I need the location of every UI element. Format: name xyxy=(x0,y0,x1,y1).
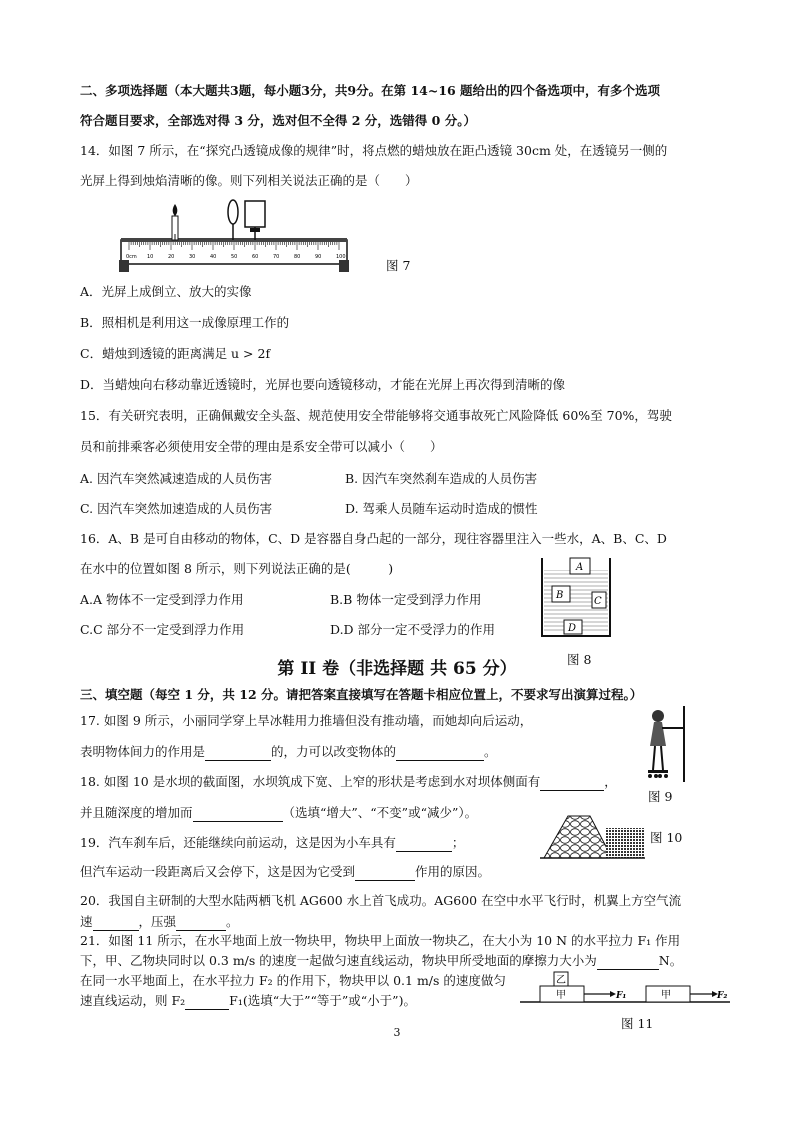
ruler-tick-label: 50 xyxy=(231,254,238,260)
block-a-label: A xyxy=(576,562,584,573)
figure11-label: 图 11 xyxy=(621,1016,654,1031)
figure8-label: 图 8 xyxy=(567,652,592,667)
q21-text-b: N。 xyxy=(658,953,683,968)
q19-text-b: ； xyxy=(451,835,465,850)
q14-option-c: C．蜡烛到透镜的距离满足 u > 2f xyxy=(80,346,271,361)
force-f2-label: F₂ xyxy=(717,991,728,1001)
q18-line1 xyxy=(80,773,617,791)
q14-stem-line2: 光屏上得到烛焰清晰的像。则下列相关说法正确的是（ ） xyxy=(80,173,418,188)
q20-line2 xyxy=(80,913,239,931)
q17-text-c: 。 xyxy=(484,744,497,759)
q21-blank-1[interactable] xyxy=(597,956,659,970)
q14-stem-line1: 14．如图 7 所示，在“探究凸透镜成像的规律”时，将点燃的蜡烛放在距凸透镜 30cm 处，在透镜另一侧的 xyxy=(80,143,668,158)
ruler-tick-label: 40 xyxy=(210,254,217,260)
q17-line2 xyxy=(80,743,497,761)
ruler-tick-label: 20 xyxy=(168,254,175,260)
ruler-tick-label: 80 xyxy=(294,254,301,260)
q15-stem-line1: 15．有关研究表明，正确佩戴安全头盔、规范使用安全带能够将交通事故死亡风险降低 60%至 70%，驾驶 xyxy=(80,408,672,423)
q20-line1: 20．我国自主研制的大型水陆两栖飞机 AG600 水上首飞成功。AG600 在空中水平飞行时，机翼上方空气流 xyxy=(80,893,682,908)
q18-text-b: ， xyxy=(604,774,617,789)
q16-option-a: A.A 物体不一定受到浮力作用 xyxy=(80,592,244,607)
block-c-label: C xyxy=(594,596,602,607)
q18-blank-1[interactable] xyxy=(540,777,604,791)
section3-header: 三、填空题（每空 1 分，共 12 分。请把答案直接填写在答题卡相应位置上，不要求写出演算过程。） xyxy=(80,687,643,702)
block-d-label: D xyxy=(568,623,577,634)
q17-blank-1[interactable] xyxy=(205,747,271,761)
part2-title: 第 II 卷（非选择题 共 65 分） xyxy=(277,659,517,679)
ruler-tick-label: 90 xyxy=(315,254,322,260)
ruler-tick-label: 100 xyxy=(336,254,346,260)
force-f1-label: F₁ xyxy=(616,991,627,1001)
q19-line1 xyxy=(80,834,464,852)
q15-option-d: D. 驾乘人员随车运动时造成的惯性 xyxy=(345,501,538,516)
q16-option-c: C.C 部分不一定受到浮力作用 xyxy=(80,622,245,637)
q21-blank-2[interactable] xyxy=(185,996,229,1010)
ruler-tick-label: 0cm xyxy=(126,254,137,260)
q21-line4 xyxy=(80,992,416,1010)
q21-text-c: 速直线运动，则 F₂ xyxy=(80,993,186,1008)
q17-line1: 17. 如图 9 所示，小丽同学穿上旱冰鞋用力推墙但没有推动墙，而她却向后运动， xyxy=(80,713,533,728)
skater-figure xyxy=(640,706,690,782)
q17-text-a: 表明物体间力的作用是 xyxy=(80,744,206,759)
section2-header-line1: 二、多项选择题（本大题共3题，每小题3分，共9分。在第 14~16 题给出的四个备选项中，有多个选项 xyxy=(80,83,661,98)
q21-text-d: F₁(选填“大于”“等于”或“小于”)。 xyxy=(229,993,416,1008)
q19-text-d: 作用的原因。 xyxy=(415,864,491,879)
q17-text-b: 的，力可以改变物体的 xyxy=(271,744,397,759)
figure9-label: 图 9 xyxy=(648,789,673,804)
section2-header-line2: 符合题目要求，全部选对得 3 分，选对但不全得 2 分，选错得 0 分。） xyxy=(80,113,476,128)
ruler-tick-label: 60 xyxy=(252,254,259,260)
q21-line2 xyxy=(80,952,682,970)
q21-line1: 21．如图 11 所示，在水平地面上放一物块甲，物块甲上面放一物块乙，在大小为 10 N 的水平拉力 F₁ 作用 xyxy=(80,933,681,948)
q18-text-d: （选填“增大”、“不变”或“减少”）。 xyxy=(282,805,478,820)
q20-text-b: ，压强 xyxy=(138,914,177,929)
q21-line3: 在同一水平地面上，在水平拉力 F₂ 的作用下，物块甲以 0.1 m/s 的速度做匀 xyxy=(80,973,506,988)
optical-bench-figure xyxy=(115,198,355,276)
q20-text-c: 。 xyxy=(226,914,239,929)
q20-text-a: 速 xyxy=(80,914,93,929)
q17-blank-2[interactable] xyxy=(396,747,484,761)
q19-blank-1[interactable] xyxy=(396,838,452,852)
figure7-label: 图 7 xyxy=(386,258,411,273)
ruler-tick-label: 30 xyxy=(189,254,196,260)
block-yi-label: 乙 xyxy=(556,975,566,986)
q21-text-a: 下，甲、乙物块同时以 0.3 m/s 的速度一起做匀速直线运动，物块甲所受地面的摩擦力大小为 xyxy=(80,953,597,968)
q15-option-a: A. 因汽车突然减速造成的人员伤害 xyxy=(80,471,272,486)
q20-blank-2[interactable] xyxy=(176,917,226,931)
q15-stem-line2: 员和前排乘客必须使用安全带的理由是系安全带可以减小（ ） xyxy=(80,439,443,454)
container-figure xyxy=(538,556,614,640)
figure10-label: 图 10 xyxy=(650,830,683,845)
q19-text-c: 但汽车运动一段距离后又会停下，这是因为它受到 xyxy=(80,864,356,879)
q18-text-a: 18. 如图 10 是水坝的截面图，水坝筑成下宽、上窄的形状是考虑到水对坝体侧面有 xyxy=(80,774,541,789)
q18-blank-2[interactable] xyxy=(193,808,283,822)
block-b-label: B xyxy=(556,590,564,601)
q15-option-c: C. 因汽车突然加速造成的人员伤害 xyxy=(80,501,273,516)
q18-text-c: 并且随深度的增加而 xyxy=(80,805,193,820)
block-jia-label-1: 甲 xyxy=(556,990,566,1001)
q14-option-a: A．光屏上成倒立、放大的实像 xyxy=(80,284,252,299)
q18-line2 xyxy=(80,804,477,822)
ruler-tick-label: 10 xyxy=(147,254,154,260)
dam-figure xyxy=(540,812,645,860)
q19-blank-2[interactable] xyxy=(355,867,415,881)
page-number: 3 xyxy=(393,1026,401,1039)
q16-stem-line1: 16．A、B 是可自由移动的物体，C、D 是容器自身凸起的一部分，现往容器里注入一些水，A、B、C、D xyxy=(80,531,667,546)
q14-option-b: B．照相机是利用这一成像原理工作的 xyxy=(80,315,290,330)
q16-option-d: D.D 部分一定不受浮力的作用 xyxy=(330,622,496,637)
q15-option-b: B. 因汽车突然刹车造成的人员伤害 xyxy=(345,471,538,486)
blocks-figure xyxy=(520,970,730,1006)
q14-option-d: D．当蜡烛向右移动靠近透镜时，光屏也要向透镜移动，才能在光屏上再次得到清晰的像 xyxy=(80,377,566,392)
ruler-tick-label: 70 xyxy=(273,254,280,260)
q19-text-a: 19．汽车刹车后，还能继续向前运动，这是因为小车具有 xyxy=(80,835,396,850)
block-jia-label-2: 甲 xyxy=(661,990,671,1001)
q16-option-b: B.B 物体一定受到浮力作用 xyxy=(330,592,482,607)
q19-line2 xyxy=(80,863,490,881)
q16-stem-line2: 在水中的位置如图 8 所示，则下列说法正确的是( ) xyxy=(80,561,394,576)
q20-blank-1[interactable] xyxy=(93,917,139,931)
